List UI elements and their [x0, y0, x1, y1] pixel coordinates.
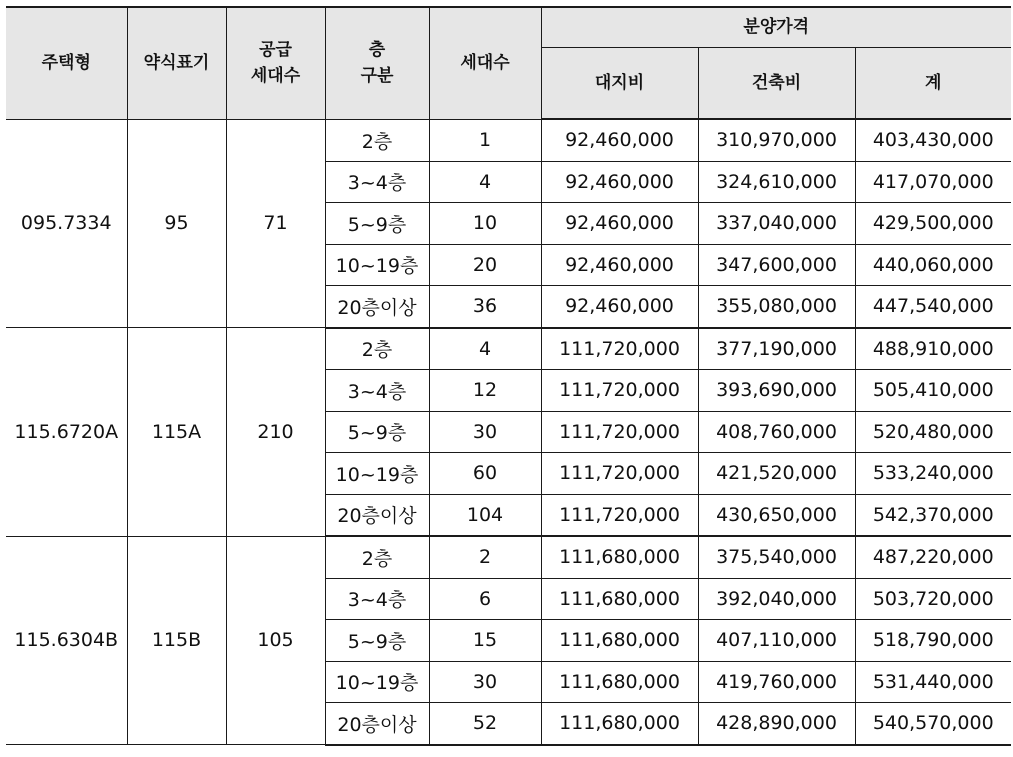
floor-cell: 5~9층 — [325, 203, 429, 245]
supply-units-cell: 105 — [226, 536, 325, 745]
building-cost-cell: 428,890,000 — [698, 703, 855, 745]
land-cost-cell: 111,680,000 — [541, 661, 698, 703]
land-cost-cell: 111,720,000 — [541, 370, 698, 412]
header-building-cost: 건축비 — [698, 47, 855, 119]
table-row — [6, 328, 1011, 370]
header-row-top — [6, 7, 1011, 47]
land-cost-cell: 111,680,000 — [541, 536, 698, 578]
total-cell: 503,720,000 — [855, 578, 1011, 620]
floor-cell: 3~4층 — [325, 370, 429, 412]
price-table — [6, 6, 1011, 746]
total-cell: 542,370,000 — [855, 494, 1011, 536]
table-body — [6, 119, 1011, 745]
units-cell: 30 — [429, 661, 541, 703]
floor-cell: 3~4층 — [325, 578, 429, 620]
floor-cell: 3~4층 — [325, 161, 429, 203]
land-cost-cell: 92,460,000 — [541, 119, 698, 161]
abbreviation-cell: 115B — [127, 536, 226, 745]
floor-cell: 2층 — [325, 536, 429, 578]
header-land-cost: 대지비 — [541, 47, 698, 119]
housing-type-cell: 115.6304B — [6, 536, 127, 745]
units-cell: 1 — [429, 119, 541, 161]
units-cell: 10 — [429, 203, 541, 245]
land-cost-cell: 92,460,000 — [541, 286, 698, 328]
building-cost-cell: 337,040,000 — [698, 203, 855, 245]
floor-cell: 10~19층 — [325, 661, 429, 703]
building-cost-cell: 347,600,000 — [698, 244, 855, 286]
table-row — [6, 119, 1011, 161]
housing-type-cell: 095.7334 — [6, 119, 127, 328]
units-cell: 4 — [429, 161, 541, 203]
floor-cell: 20층이상 — [325, 703, 429, 745]
building-cost-cell: 408,760,000 — [698, 411, 855, 453]
units-cell: 6 — [429, 578, 541, 620]
building-cost-cell: 377,190,000 — [698, 328, 855, 370]
building-cost-cell: 355,080,000 — [698, 286, 855, 328]
land-cost-cell: 111,680,000 — [541, 703, 698, 745]
total-cell: 447,540,000 — [855, 286, 1011, 328]
land-cost-cell: 111,720,000 — [541, 328, 698, 370]
land-cost-cell: 92,460,000 — [541, 203, 698, 245]
building-cost-cell: 419,760,000 — [698, 661, 855, 703]
total-cell: 487,220,000 — [855, 536, 1011, 578]
total-cell: 429,500,000 — [855, 203, 1011, 245]
header-supply-line1: 공급 — [259, 40, 292, 61]
units-cell: 12 — [429, 370, 541, 412]
building-cost-cell: 430,650,000 — [698, 494, 855, 536]
land-cost-cell: 111,720,000 — [541, 411, 698, 453]
floor-cell: 10~19층 — [325, 453, 429, 495]
building-cost-cell: 421,520,000 — [698, 453, 855, 495]
header-floor-line1: 층 — [368, 40, 386, 61]
table-row — [6, 536, 1011, 578]
floor-cell: 10~19층 — [325, 244, 429, 286]
building-cost-cell: 393,690,000 — [698, 370, 855, 412]
land-cost-cell: 111,680,000 — [541, 578, 698, 620]
header-abbreviation: 약식표기 — [127, 7, 226, 119]
total-cell: 520,480,000 — [855, 411, 1011, 453]
total-cell: 518,790,000 — [855, 620, 1011, 662]
floor-cell: 5~9층 — [325, 620, 429, 662]
header-floor-category — [325, 7, 429, 119]
header-total: 계 — [855, 47, 1011, 119]
floor-cell: 5~9층 — [325, 411, 429, 453]
header-supply-line2: 세대수 — [250, 66, 301, 87]
units-cell: 104 — [429, 494, 541, 536]
abbreviation-cell: 115A — [127, 328, 226, 537]
total-cell: 440,060,000 — [855, 244, 1011, 286]
land-cost-cell: 111,720,000 — [541, 494, 698, 536]
land-cost-cell: 111,680,000 — [541, 620, 698, 662]
total-cell: 533,240,000 — [855, 453, 1011, 495]
supply-units-cell: 210 — [226, 328, 325, 537]
units-cell: 30 — [429, 411, 541, 453]
units-cell: 4 — [429, 328, 541, 370]
total-cell: 540,570,000 — [855, 703, 1011, 745]
units-cell: 2 — [429, 536, 541, 578]
land-cost-cell: 92,460,000 — [541, 244, 698, 286]
supply-units-cell: 71 — [226, 119, 325, 328]
header-sale-price: 분양가격 — [541, 7, 1011, 47]
total-cell: 505,410,000 — [855, 370, 1011, 412]
total-cell: 403,430,000 — [855, 119, 1011, 161]
units-cell: 15 — [429, 620, 541, 662]
header-supply-units — [226, 7, 325, 119]
header-units: 세대수 — [429, 7, 541, 119]
units-cell: 20 — [429, 244, 541, 286]
header-housing-type: 주택형 — [6, 7, 127, 119]
total-cell: 417,070,000 — [855, 161, 1011, 203]
building-cost-cell: 392,040,000 — [698, 578, 855, 620]
units-cell: 36 — [429, 286, 541, 328]
building-cost-cell: 375,540,000 — [698, 536, 855, 578]
land-cost-cell: 92,460,000 — [541, 161, 698, 203]
units-cell: 60 — [429, 453, 541, 495]
floor-cell: 20층이상 — [325, 286, 429, 328]
land-cost-cell: 111,720,000 — [541, 453, 698, 495]
header-floor-line2: 구분 — [360, 66, 394, 87]
housing-type-cell: 115.6720A — [6, 328, 127, 537]
total-cell: 488,910,000 — [855, 328, 1011, 370]
floor-cell: 2층 — [325, 119, 429, 161]
building-cost-cell: 310,970,000 — [698, 119, 855, 161]
floor-cell: 20층이상 — [325, 494, 429, 536]
building-cost-cell: 324,610,000 — [698, 161, 855, 203]
units-cell: 52 — [429, 703, 541, 745]
floor-cell: 2층 — [325, 328, 429, 370]
abbreviation-cell: 95 — [127, 119, 226, 328]
total-cell: 531,440,000 — [855, 661, 1011, 703]
building-cost-cell: 407,110,000 — [698, 620, 855, 662]
